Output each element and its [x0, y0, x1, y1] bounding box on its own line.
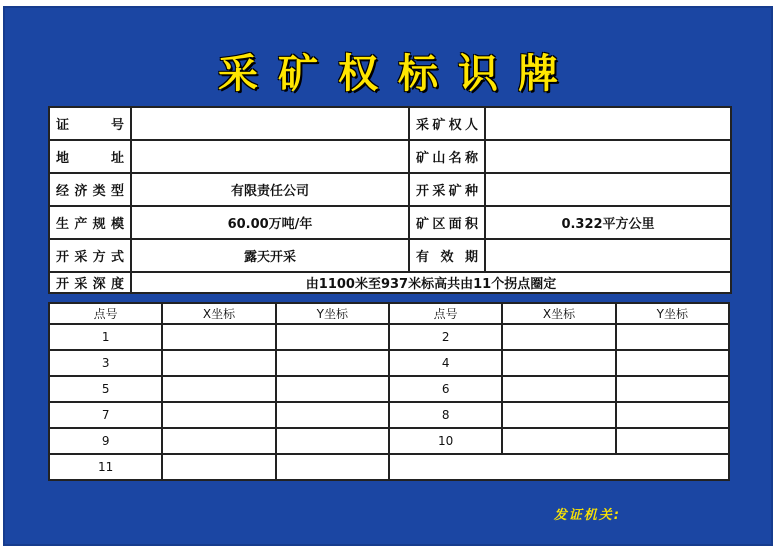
mine-name-value: [485, 140, 731, 173]
sign-board: [3, 6, 773, 546]
table-row: [49, 428, 729, 454]
point-number: 2: [389, 324, 502, 350]
info-table: [48, 106, 732, 294]
mining-right-holder-label: 采矿权人: [409, 107, 485, 140]
point-number: 10: [389, 428, 502, 454]
table-row: [49, 402, 729, 428]
info-row: [49, 206, 731, 239]
x-coordinate: [502, 402, 615, 428]
page-title: 采矿权标识牌: [218, 50, 578, 97]
y-coordinate: [276, 402, 389, 428]
point-number: 7: [49, 402, 162, 428]
mineral-type-label: 开采矿种: [409, 173, 485, 206]
mining-area-label: 矿区面积: [409, 206, 485, 239]
y-coordinate: [276, 428, 389, 454]
y-coordinate: [616, 324, 729, 350]
economic-type-label: 经济类型: [49, 173, 131, 206]
point-number: 1: [49, 324, 162, 350]
column-header: 点号: [389, 303, 502, 324]
mining-method-label: 开采方式: [49, 239, 131, 272]
column-header: X坐标: [162, 303, 275, 324]
x-coordinate: [502, 324, 615, 350]
mining-depth-value: 由1100米至937米标高共由11个拐点圈定: [131, 272, 731, 293]
validity-label: 有 效 期: [409, 239, 485, 272]
info-row: [49, 173, 731, 206]
mineral-type-value: [485, 173, 731, 206]
point-number: 5: [49, 376, 162, 402]
y-coordinate: [616, 428, 729, 454]
y-coordinate: [276, 350, 389, 376]
y-coordinate: [616, 350, 729, 376]
y-coordinate: [276, 324, 389, 350]
coordinates-header-row: [49, 303, 729, 324]
title-bar: [3, 42, 773, 98]
mining-area-value: 0.322平方公里: [485, 206, 731, 239]
info-row: [49, 239, 731, 272]
y-coordinate: [276, 376, 389, 402]
info-row: [49, 140, 731, 173]
x-coordinate: [162, 454, 275, 480]
column-header: Y坐标: [276, 303, 389, 324]
issuing-authority-label: 发证机关:: [553, 508, 621, 523]
point-number: 4: [389, 350, 502, 376]
x-coordinate: [162, 402, 275, 428]
column-header: Y坐标: [616, 303, 729, 324]
info-row: [49, 107, 731, 140]
license-number-label: 证 号: [49, 107, 131, 140]
coordinates-table: [48, 302, 730, 481]
y-coordinate: [616, 402, 729, 428]
point-number: 9: [49, 428, 162, 454]
y-coordinate: [276, 454, 389, 480]
mine-name-label: 矿山名称: [409, 140, 485, 173]
x-coordinate: [162, 376, 275, 402]
point-number: 3: [49, 350, 162, 376]
point-number: 11: [49, 454, 162, 480]
point-number: 6: [389, 376, 502, 402]
license-number-value: [131, 107, 409, 140]
point-number: 8: [389, 402, 502, 428]
column-header: X坐标: [502, 303, 615, 324]
empty-merged-cell: [389, 454, 729, 480]
mining-depth-label: 开采深度: [49, 272, 131, 293]
y-coordinate: [616, 376, 729, 402]
production-scale-value: 60.00万吨/年: [131, 206, 409, 239]
production-scale-label: 生产规模: [49, 206, 131, 239]
address-label: 地 址: [49, 140, 131, 173]
table-row: [49, 376, 729, 402]
table-row: [49, 324, 729, 350]
mining-right-holder-value: [485, 107, 731, 140]
x-coordinate: [162, 324, 275, 350]
x-coordinate: [162, 428, 275, 454]
column-header: 点号: [49, 303, 162, 324]
x-coordinate: [162, 350, 275, 376]
validity-value: [485, 239, 731, 272]
table-row: [49, 454, 729, 480]
mining-method-value: 露天开采: [131, 239, 409, 272]
x-coordinate: [502, 428, 615, 454]
info-row: [49, 272, 731, 293]
table-row: [49, 350, 729, 376]
economic-type-value: 有限责任公司: [131, 173, 409, 206]
x-coordinate: [502, 376, 615, 402]
x-coordinate: [502, 350, 615, 376]
address-value: [131, 140, 409, 173]
